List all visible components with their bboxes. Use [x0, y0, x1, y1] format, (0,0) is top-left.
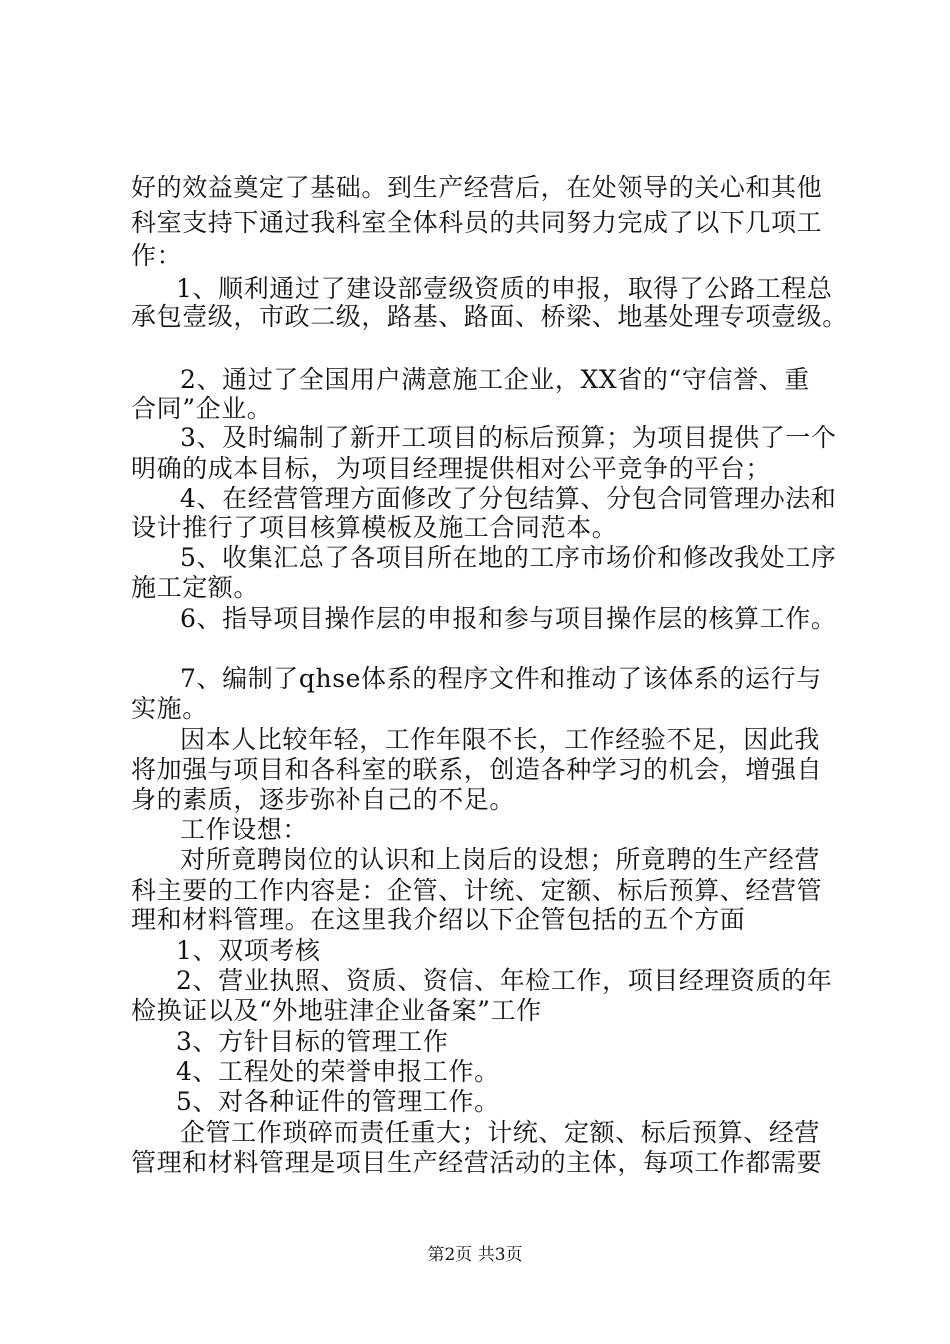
text-line: 科室支持下通过我科室全体科员的共同努力完成了以下几项工	[131, 208, 823, 237]
text-line: 4、工程处的荣誉申报工作。	[176, 1057, 500, 1086]
page-number: 第2页 共3页	[427, 1245, 523, 1265]
text-line: 理和材料管理。在这里我介绍以下企管包括的五个方面	[131, 905, 746, 934]
text-line: 合同”企业。	[131, 394, 273, 423]
text-line: 明确的成本目标，为项目经理提供相对公平竞争的平台；	[131, 454, 772, 483]
text-line: 3、方针目标的管理工作	[176, 1027, 449, 1056]
text-line: 5、对各种证件的管理工作。	[176, 1087, 500, 1116]
text-line: 1、双项考核	[176, 936, 321, 965]
text-line: 5、收集汇总了各项目所在地的工序市场价和修改我处工序	[180, 543, 837, 572]
text-line: 将加强与项目和各科室的联系，创造各种学习的机会，增强自	[131, 755, 823, 784]
text-line: 管理和材料管理是项目生产经营活动的主体，每项工作都需要	[131, 1148, 823, 1177]
text-line: 对所竟聘岗位的认识和上岗后的设想；所竟聘的生产经营	[180, 845, 821, 874]
text-line: 承包壹级，市政二级，路基、路面、桥梁、地基处理专项壹级。	[131, 302, 848, 331]
text-line: 检换证以及“外地驻津企业备案”工作	[131, 996, 542, 1025]
text-line: 6、指导项目操作层的申报和参与项目操作层的核算工作。	[180, 604, 837, 633]
text-line: 2、营业执照、资质、资信、年检工作，项目经理资质的年	[176, 966, 833, 995]
text-line: 科主要的工作内容是：企管、计统、定额、标后预算、经营管	[131, 876, 823, 905]
text-line: 企管工作琐碎而责任重大；计统、定额、标后预算、经营	[180, 1118, 821, 1147]
text-line: 设计推行了项目核算模板及施工合同范本。	[131, 513, 618, 542]
text-line: 7、编制了qhse体系的程序文件和推动了该体系的运行与	[180, 664, 822, 693]
text-line: 3、及时编制了新开工项目的标后预算；为项目提供了一个	[180, 423, 837, 452]
text-line: 因本人比较年轻，工作年限不长，工作经验不足，因此我	[180, 725, 821, 754]
text-line: 施工定额。	[131, 573, 260, 602]
text-line: 2、通过了全国用户满意施工企业，XX省的“守信誉、重	[180, 365, 810, 394]
text-line: 4、在经营管理方面修改了分包结算、分包合同管理办法和	[180, 484, 837, 513]
text-line: 实施。	[131, 694, 208, 723]
text-line: 工作设想：	[180, 815, 309, 844]
text-line: 好的效益奠定了基础。到生产经营后，在处领导的关心和其他	[131, 173, 823, 202]
text-line: 作：	[131, 241, 183, 270]
text-line: 身的素质，逐步弥补自己的不足。	[131, 785, 516, 814]
text-line: 1、顺利通过了建设部壹级资质的申报，取得了公路工程总	[176, 274, 833, 303]
